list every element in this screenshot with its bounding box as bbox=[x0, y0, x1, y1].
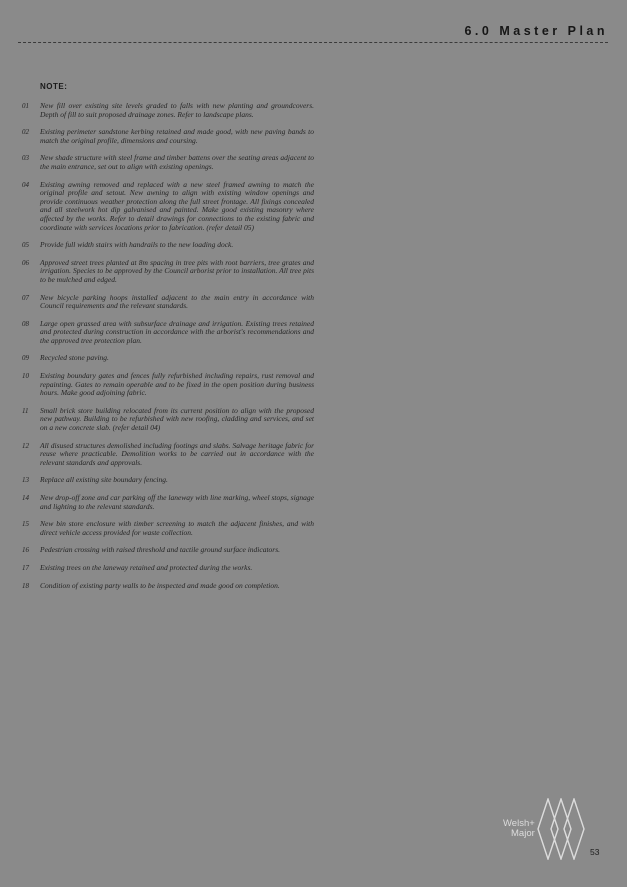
page-title: 6.0 Master Plan bbox=[464, 24, 608, 38]
welsh-major-logo-icon bbox=[537, 798, 585, 860]
notes-section bbox=[22, 82, 314, 599]
note-item-number: 06 bbox=[22, 258, 29, 267]
firm-logo-line1: Welsh+ bbox=[503, 817, 535, 829]
note-item-number: 08 bbox=[22, 319, 29, 328]
note-item-text: Small brick store building relocated from its current position to align with the proposed new pathway. Building to be refurbished with new roofing, cladding and services, and set on a new concrete slab. (refer detail 04) bbox=[40, 405, 314, 433]
note-item-text: Provide full width stairs with handrails to the new loading dock. bbox=[40, 240, 234, 250]
firm-logo-text bbox=[503, 819, 535, 840]
note-item-number: 14 bbox=[22, 494, 29, 502]
note-item-text: Approved street trees planted at 8m spacing in tree pits with root barriers, tree grates and irrigation. Species to be approved by the Council arborist prior to installation. All tree pits to be mulched and edged. bbox=[40, 257, 314, 284]
note-item-text: Existing awning removed and replaced with a new steel framed awning to match the original profile and setout. New awning to align with existing window openings and provide continuous weather protection along the full street frontage. All fixings concealed and all steelwork hot dip galvanised and painted. Make good existing masonry where affected by the works. Refer to detail drawings for connections to the existing fabric and coordinate with services locations prior to fabrication. (refer detail 05) bbox=[40, 179, 314, 232]
note-item bbox=[22, 476, 314, 485]
firm-logo bbox=[503, 798, 585, 860]
note-item bbox=[22, 582, 314, 591]
note-item-text: Recycled stone paving. bbox=[40, 353, 109, 363]
note-item-number: 05 bbox=[22, 241, 29, 250]
note-item bbox=[22, 241, 314, 250]
note-item bbox=[22, 320, 314, 346]
note-item-number: 16 bbox=[22, 546, 29, 555]
note-item bbox=[22, 128, 314, 145]
page-number: 53 bbox=[590, 847, 600, 857]
note-item-number: 02 bbox=[22, 128, 29, 137]
header-divider bbox=[18, 42, 608, 43]
notes-heading: NOTE: bbox=[40, 82, 68, 91]
note-item-text: Existing boundary gates and fences fully refurbished including repairs, rust removal and repainting. Gates to remain operable and to be fixed in the open position during business hours. Make good adjoining fabric. bbox=[40, 371, 314, 398]
note-item bbox=[22, 259, 314, 285]
note-item-text: New shade structure with steel frame and timber battens over the seating areas adjacent to the main entrance, set out to align with existing openings. bbox=[40, 153, 314, 171]
note-item bbox=[22, 520, 314, 537]
note-item bbox=[22, 407, 314, 433]
note-item bbox=[22, 294, 314, 311]
note-item-text: Existing perimeter sandstone kerbing retained and made good, with new paving bands to match the original profile, dimensions and coursing. bbox=[40, 127, 314, 145]
note-item-number: 12 bbox=[22, 441, 29, 450]
note-item-number: 15 bbox=[22, 520, 29, 529]
note-item-number: 03 bbox=[22, 154, 29, 163]
note-item-number: 01 bbox=[22, 102, 29, 110]
note-item-text: Existing trees on the laneway retained and protected during the works. bbox=[40, 562, 253, 572]
note-item bbox=[22, 102, 314, 119]
note-item bbox=[22, 372, 314, 398]
note-item-text: Replace all existing site boundary fencing. bbox=[40, 475, 168, 485]
note-item-text: All disused structures demolished including footings and slabs. Salvage heritage fabric for reuse where practicable. Demolition works to be carried out in accordance with the relevant standards and approvals. bbox=[40, 440, 314, 467]
note-item-text: New fill over existing site levels graded to falls with new planting and groundcovers. Depth of fill to suit proposed drainage zones. Refer to landscape plans. bbox=[40, 101, 314, 119]
note-item-number: 18 bbox=[22, 581, 29, 590]
note-item-text: Large open grassed area with subsurface drainage and irrigation. Existing trees retained and protected during construction in accordance with the arborist's recommendations and the approved tree protection plan. bbox=[40, 318, 314, 345]
note-item bbox=[22, 564, 314, 573]
note-item-text: Condition of existing party walls to be inspected and made good on completion. bbox=[40, 580, 280, 590]
note-item-number: 10 bbox=[22, 372, 29, 381]
note-item-text: Pedestrian crossing with raised threshold and tactile ground surface indicators. bbox=[40, 545, 280, 555]
note-item-number: 07 bbox=[22, 293, 29, 302]
note-item-number: 17 bbox=[22, 563, 29, 572]
note-item-number: 11 bbox=[22, 406, 29, 415]
note-item bbox=[22, 154, 314, 171]
note-item-number: 04 bbox=[22, 180, 29, 189]
note-item-text: New bicycle parking hoops installed adjacent to the main entry in accordance with Council requirements and the relevant standards. bbox=[40, 292, 314, 311]
note-item bbox=[22, 181, 314, 233]
note-item-text: New drop-off zone and car parking off the laneway with line marking, wheel stops, signage and lighting to the relevant standards. bbox=[40, 493, 314, 511]
note-item-number: 09 bbox=[22, 354, 29, 363]
note-item bbox=[22, 494, 314, 511]
firm-logo-line2: Major bbox=[511, 828, 535, 839]
note-item bbox=[22, 546, 314, 555]
note-item-number: 13 bbox=[22, 476, 29, 485]
note-item bbox=[22, 442, 314, 468]
note-item-text: New bin store enclosure with timber screening to match the adjacent finishes, and with direct vehicle access provided for waste collection. bbox=[40, 519, 314, 537]
note-item bbox=[22, 354, 314, 363]
